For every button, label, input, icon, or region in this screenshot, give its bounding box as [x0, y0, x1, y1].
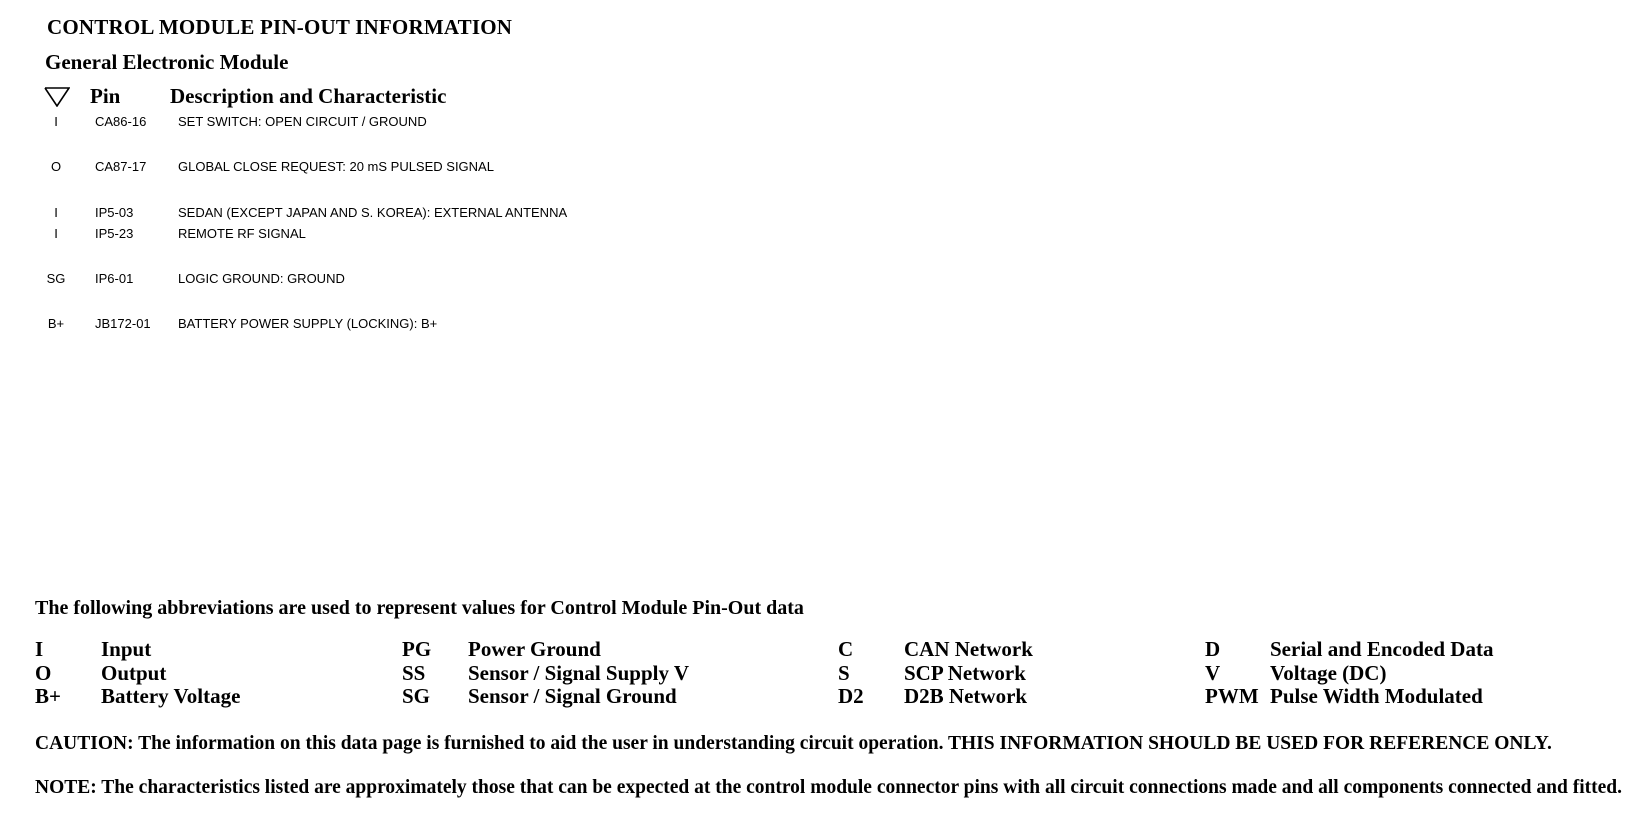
abbreviation-value: Input: [101, 637, 152, 661]
pin-type: B+: [47, 316, 65, 331]
note-text: NOTE: The characteristics listed are approximately those that can be expected at the control module connector pins with all circuit connections made and all components connected and fitted.: [35, 777, 1622, 798]
pin-number: CA86-16: [95, 114, 147, 129]
abbreviation-value: D2B Network: [904, 684, 1028, 708]
pin-number: IP6-01: [95, 271, 134, 286]
column-header-pin: Pin: [90, 84, 121, 108]
pin-type: I: [54, 205, 58, 220]
abbreviation-value: Output: [101, 661, 167, 685]
pin-number: JB172-01: [95, 316, 151, 331]
pin-number: IP5-23: [95, 226, 134, 241]
abbreviation-value: Voltage (DC): [1270, 661, 1387, 685]
pin-type: SG: [46, 271, 66, 286]
direction-triangle-icon: [44, 87, 70, 107]
abbreviation-key: D2: [838, 684, 864, 708]
abbreviation-key: I: [35, 637, 44, 661]
abbreviation-value: CAN Network: [904, 637, 1033, 661]
abbreviations-legend: [0, 637, 1648, 717]
pin-type: I: [54, 114, 58, 129]
caution-text: CAUTION: The information on this data page is furnished to aid the user in understanding circuit operation. THIS INFORMATION SHOULD BE USED FOR REFERENCE ONLY.: [35, 733, 1552, 754]
pin-description: GLOBAL CLOSE REQUEST: 20 mS PULSED SIGNAL: [178, 159, 494, 174]
abbreviation-key: C: [838, 637, 854, 661]
abbreviation-value: Power Ground: [468, 637, 601, 661]
page-title: CONTROL MODULE PIN-OUT INFORMATION: [47, 15, 513, 39]
abbreviation-key: S: [838, 661, 850, 685]
pin-number: IP5-03: [95, 205, 134, 220]
abbreviation-key: PWM: [1205, 684, 1259, 708]
pin-description: SET SWITCH: OPEN CIRCUIT / GROUND: [178, 114, 427, 129]
pin-description: LOGIC GROUND: GROUND: [178, 271, 345, 286]
abbreviation-key: SG: [402, 684, 431, 708]
abbreviation-key: B+: [35, 684, 61, 708]
abbreviation-value: Pulse Width Modulated: [1270, 684, 1483, 708]
abbreviation-value: Serial and Encoded Data: [1270, 637, 1494, 661]
abbreviation-value: Sensor / Signal Ground: [468, 684, 677, 708]
abbreviation-value: Battery Voltage: [101, 684, 241, 708]
pin-row: [0, 205, 900, 223]
abbreviation-key: D: [1205, 637, 1221, 661]
pin-row: [0, 114, 900, 132]
column-header-description: Description and Characteristic: [170, 84, 447, 108]
pin-number: CA87-17: [95, 159, 147, 174]
pin-type: I: [54, 226, 58, 241]
pin-description: REMOTE RF SIGNAL: [178, 226, 306, 241]
pin-row: [0, 226, 900, 244]
pin-type: O: [50, 159, 62, 174]
abbreviation-value: SCP Network: [904, 661, 1026, 685]
module-name: General Electronic Module: [45, 50, 289, 74]
abbreviation-key: O: [35, 661, 52, 685]
abbreviation-key: PG: [402, 637, 432, 661]
pin-description: BATTERY POWER SUPPLY (LOCKING): B+: [178, 316, 438, 331]
abbreviation-value: Sensor / Signal Supply V: [468, 661, 689, 685]
pin-description: SEDAN (EXCEPT JAPAN AND S. KOREA): EXTERNAL ANTENNA: [178, 205, 568, 220]
pin-row: [0, 159, 900, 177]
abbreviations-intro: The following abbreviations are used to represent values for Control Module Pin-Out data: [35, 597, 804, 619]
abbreviation-key: V: [1205, 661, 1221, 685]
abbreviation-key: SS: [402, 661, 426, 685]
pin-row: [0, 271, 900, 289]
pin-row: [0, 316, 900, 334]
